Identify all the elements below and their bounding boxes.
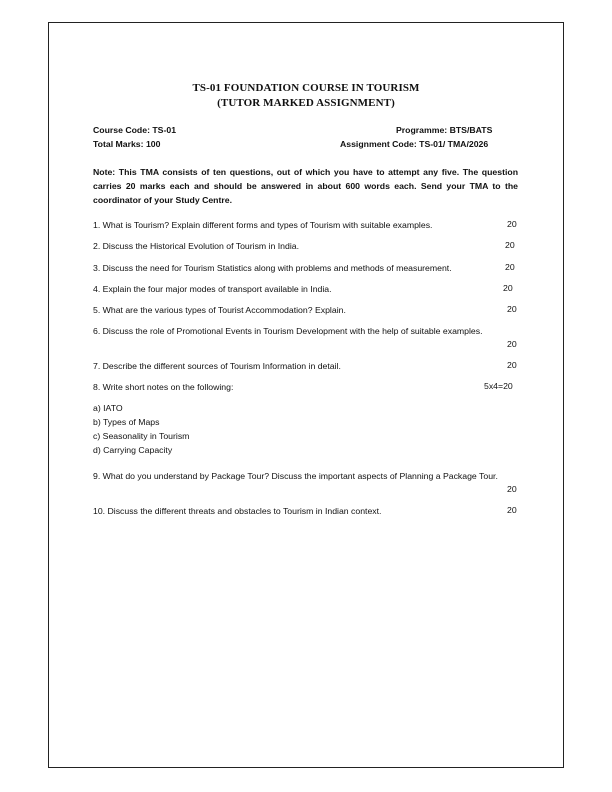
document-title: TS-01 FOUNDATION COURSE IN TOURISM (192, 82, 420, 94)
course-code: Course Code: TS-01 (93, 125, 177, 135)
question-8-subitems (93, 401, 189, 457)
programme: Programme: BTS/BATS (396, 125, 493, 135)
question-9: 9. What do you understand by Package Tour? Discuss the important aspects of Planning a Package Tour. (93, 471, 498, 481)
question-1-marks: 20 (507, 219, 517, 229)
subitem-a: a) IATO (93, 403, 123, 413)
question-1: 1. What is Tourism? Explain different forms and types of Tourism with suitable examples. (93, 220, 433, 230)
question-4-marks: 20 (503, 283, 513, 293)
total-marks: Total Marks: 100 (93, 139, 161, 149)
assignment-code: Assignment Code: TS-01/ TMA/2026 (340, 139, 489, 149)
question-7-marks: 20 (507, 360, 517, 370)
assignment-note: Note: This TMA consists of ten questions, out of which you have to attempt any five. The question carries 20 marks each and should be answered in about 600 words each. Send your TMA to the coordinator of your Study Centre. (93, 167, 518, 205)
question-6: 6. Discuss the role of Promotional Events in Tourism Development with the help of suitable examples. (93, 326, 483, 336)
question-5-marks: 20 (507, 304, 517, 314)
question-3-marks: 20 (505, 262, 515, 272)
question-9-marks: 20 (507, 484, 517, 494)
question-8-marks: 5x4=20 (484, 381, 513, 391)
question-10: 10. Discuss the different threats and obstacles to Tourism in Indian context. (93, 506, 382, 516)
subitem-b: b) Types of Maps (93, 417, 160, 427)
question-7: 7. Describe the different sources of Tourism Information in detail. (93, 361, 341, 371)
question-2-marks: 20 (505, 240, 515, 250)
question-3: 3. Discuss the need for Tourism Statistics along with problems and methods of measurement. (93, 263, 452, 273)
subitem-c: c) Seasonality in Tourism (93, 431, 190, 441)
question-8: 8. Write short notes on the following: (93, 382, 234, 392)
question-10-marks: 20 (507, 505, 517, 515)
question-5: 5. What are the various types of Tourist Accommodation? Explain. (93, 305, 346, 315)
question-4: 4. Explain the four major modes of transport available in India. (93, 284, 332, 294)
question-2: 2. Discuss the Historical Evolution of Tourism in India. (93, 241, 300, 251)
document-subtitle: (TUTOR MARKED ASSIGNMENT) (217, 97, 395, 109)
subitem-d: d) Carrying Capacity (93, 445, 173, 455)
question-6-marks: 20 (507, 339, 517, 349)
